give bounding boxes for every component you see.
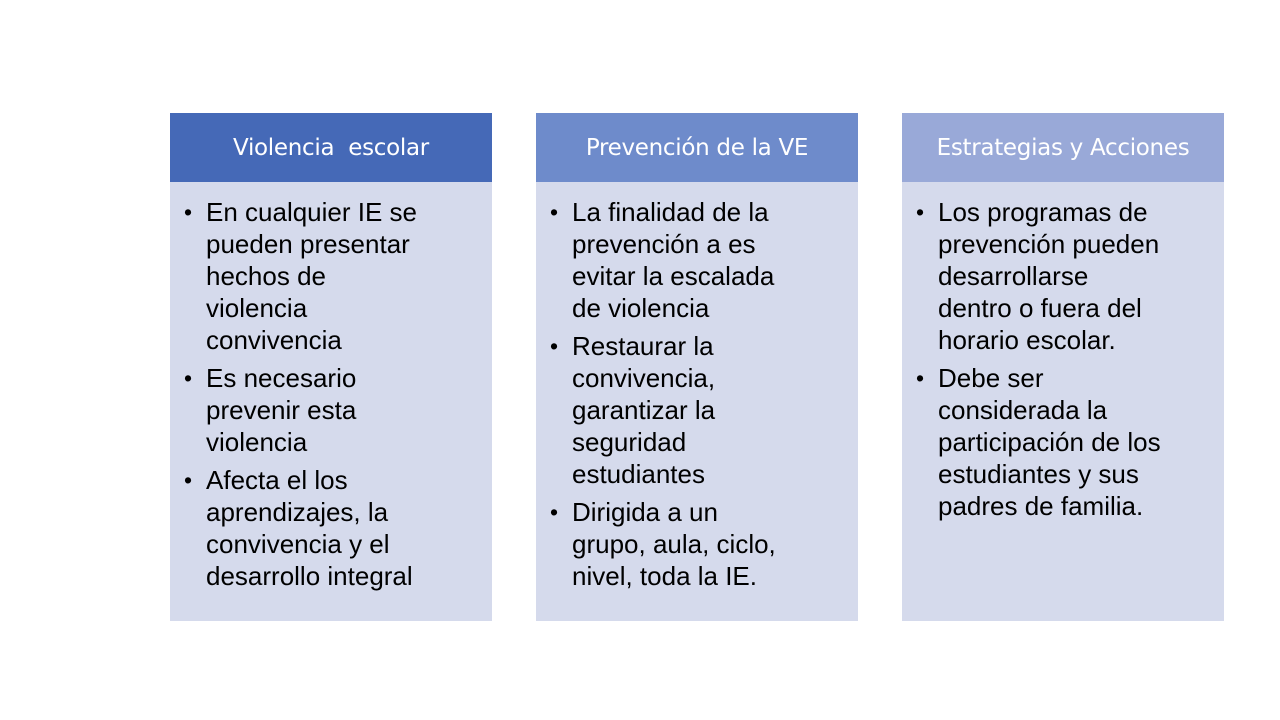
bullet-text: Dirigida a un grupo, aula, ciclo, nivel, toda la IE.: [572, 497, 776, 591]
column-header: Estrategias y Acciones: [902, 113, 1224, 182]
column-violencia-escolar: [170, 113, 492, 621]
bullet-item: [184, 196, 482, 356]
bullet-dot-icon: •: [550, 499, 559, 525]
bullet-text: Es necesario prevenir esta violencia: [206, 363, 357, 457]
bullet-text: Afecta el los aprendizajes, la convivencia y el desarrollo integral: [206, 465, 413, 591]
bullet-dot-icon: •: [550, 199, 559, 225]
column-estrategias: [902, 113, 1224, 621]
bullet-item: [184, 464, 482, 592]
bullet-item: [916, 196, 1214, 356]
bullet-text: Debe ser considerada la participación de los estudiantes y sus padres de familia.: [938, 363, 1161, 521]
bullet-item: [916, 362, 1214, 522]
bullet-item: [184, 362, 482, 458]
bullet-dot-icon: •: [550, 333, 559, 359]
bullet-dot-icon: •: [916, 199, 925, 225]
bullet-dot-icon: •: [184, 467, 193, 493]
bullet-item: [550, 330, 848, 490]
bullet-list: [170, 182, 492, 592]
bullet-list: [536, 182, 858, 592]
bullet-dot-icon: •: [916, 365, 925, 391]
column-prevencion: [536, 113, 858, 621]
column-header: Prevención de la VE: [536, 113, 858, 182]
bullet-text: En cualquier IE se pueden presentar hechos de violencia convivencia: [206, 197, 418, 355]
bullet-text: La finalidad de la prevención a es evitar la escalada de violencia: [572, 197, 775, 323]
bullet-dot-icon: •: [184, 365, 193, 391]
bullet-list: [902, 182, 1224, 522]
bullet-item: [550, 196, 848, 324]
column-header: Violencia escolar: [170, 113, 492, 182]
bullet-text: Los programas de prevención pueden desarrollarse dentro o fuera del horario escolar.: [938, 197, 1160, 355]
bullet-item: [550, 496, 848, 592]
bullet-dot-icon: •: [184, 199, 193, 225]
bullet-text: Restaurar la convivencia, garantizar la seguridad estudiantes: [572, 331, 716, 489]
